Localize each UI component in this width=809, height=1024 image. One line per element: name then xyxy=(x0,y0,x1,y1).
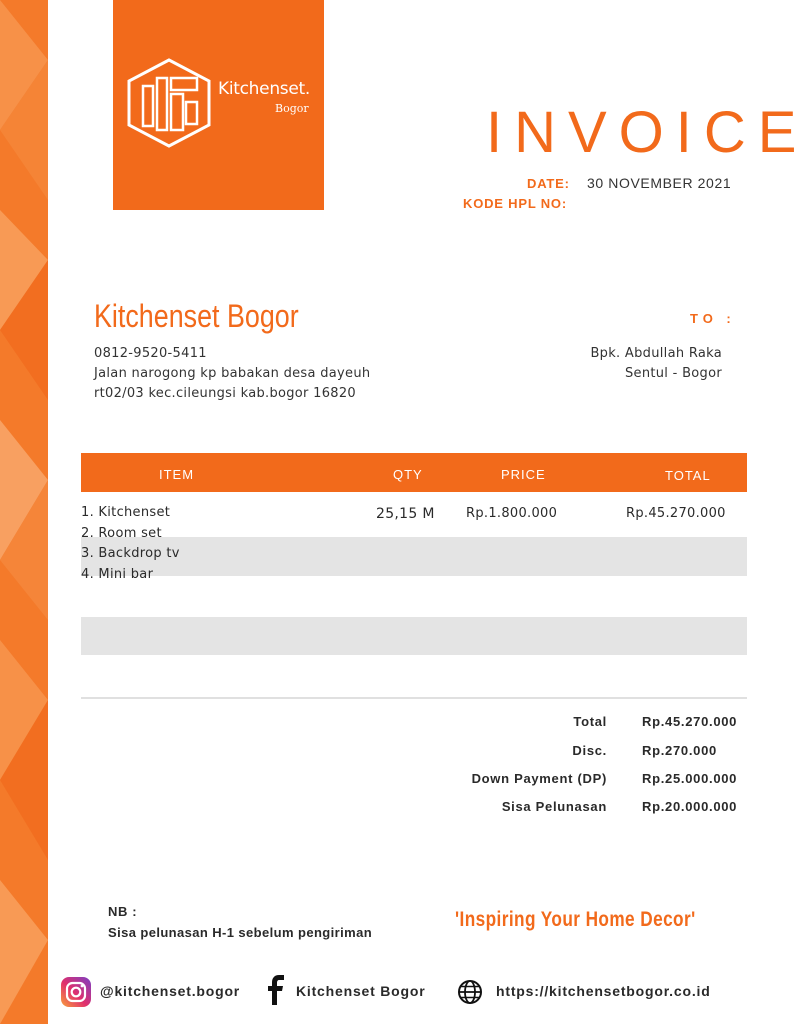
qty-value: 25,15 M xyxy=(376,506,435,522)
geometric-pattern xyxy=(0,0,48,1024)
instagram-handle[interactable]: @kitchenset.bogor xyxy=(100,983,241,999)
total-value: Rp.45.270.000 xyxy=(626,506,726,521)
kode-hpl-label: KODE HPL NO: xyxy=(463,196,567,211)
summary-sisa-label: Sisa Pelunasan xyxy=(501,799,607,814)
list-item: 2. Room set xyxy=(81,526,162,541)
list-item: 1. Kitchenset xyxy=(81,505,171,520)
header-qty: QTY xyxy=(393,467,423,482)
summary-dp-label: Down Payment (DP) xyxy=(471,771,607,786)
company-address-line2: rt02/03 kec.cileungsi kab.bogor 16820 xyxy=(94,386,356,401)
note-label: NB : xyxy=(108,904,138,919)
facebook-icon[interactable] xyxy=(266,974,286,1006)
note-text: Sisa pelunasan H-1 sebelum pengiriman xyxy=(108,925,373,940)
divider xyxy=(81,697,747,699)
kitchenset-logo-icon xyxy=(123,56,215,150)
facebook-name[interactable]: Kitchenset Bogor xyxy=(296,983,426,999)
company-address-line1: Jalan narogong kp babakan desa dayeuh xyxy=(94,366,371,381)
recipient-location: Sentul - Bogor xyxy=(624,366,722,381)
logo-title: Kitchenset. xyxy=(218,79,310,99)
date-label: DATE: xyxy=(527,176,570,191)
date-value: 30 NOVEMBER 2021 xyxy=(587,175,732,191)
instagram-icon[interactable] xyxy=(60,976,92,1008)
logo-subtitle: Bogor xyxy=(275,102,309,115)
company-name: Kitchenset Bogor xyxy=(94,298,299,334)
to-label: TO : xyxy=(690,311,736,326)
list-item: 3. Backdrop tv xyxy=(81,546,180,561)
summary-dp-value: Rp.25.000.000 xyxy=(642,771,738,786)
summary-disc-value: Rp.270.000 xyxy=(642,743,717,758)
price-value: Rp.1.800.000 xyxy=(466,506,558,521)
invoice-title: INVOICE xyxy=(486,100,809,165)
table-row-band xyxy=(81,617,747,655)
header-price: PRICE xyxy=(501,467,546,482)
summary-disc-label: Disc. xyxy=(572,743,607,758)
table-header xyxy=(81,453,747,492)
globe-icon[interactable] xyxy=(457,979,483,1005)
company-phone: 0812-9520-5411 xyxy=(94,346,207,361)
table-row-band xyxy=(81,537,747,576)
tagline: 'Inspiring Your Home Decor' xyxy=(455,908,696,931)
website-link[interactable]: https://kitchensetbogor.co.id xyxy=(496,983,711,999)
summary-sisa-value: Rp.20.000.000 xyxy=(642,799,738,814)
logo-box xyxy=(113,0,324,210)
decorative-side-strip xyxy=(0,0,48,1024)
list-item: 4. Mini bar xyxy=(81,567,154,582)
summary-total-label: Total xyxy=(573,714,607,729)
summary-total-value: Rp.45.270.000 xyxy=(642,714,738,729)
header-item: ITEM xyxy=(159,467,195,482)
recipient-name: Bpk. Abdullah Raka xyxy=(590,346,722,361)
header-total: TOTAL xyxy=(665,468,711,483)
